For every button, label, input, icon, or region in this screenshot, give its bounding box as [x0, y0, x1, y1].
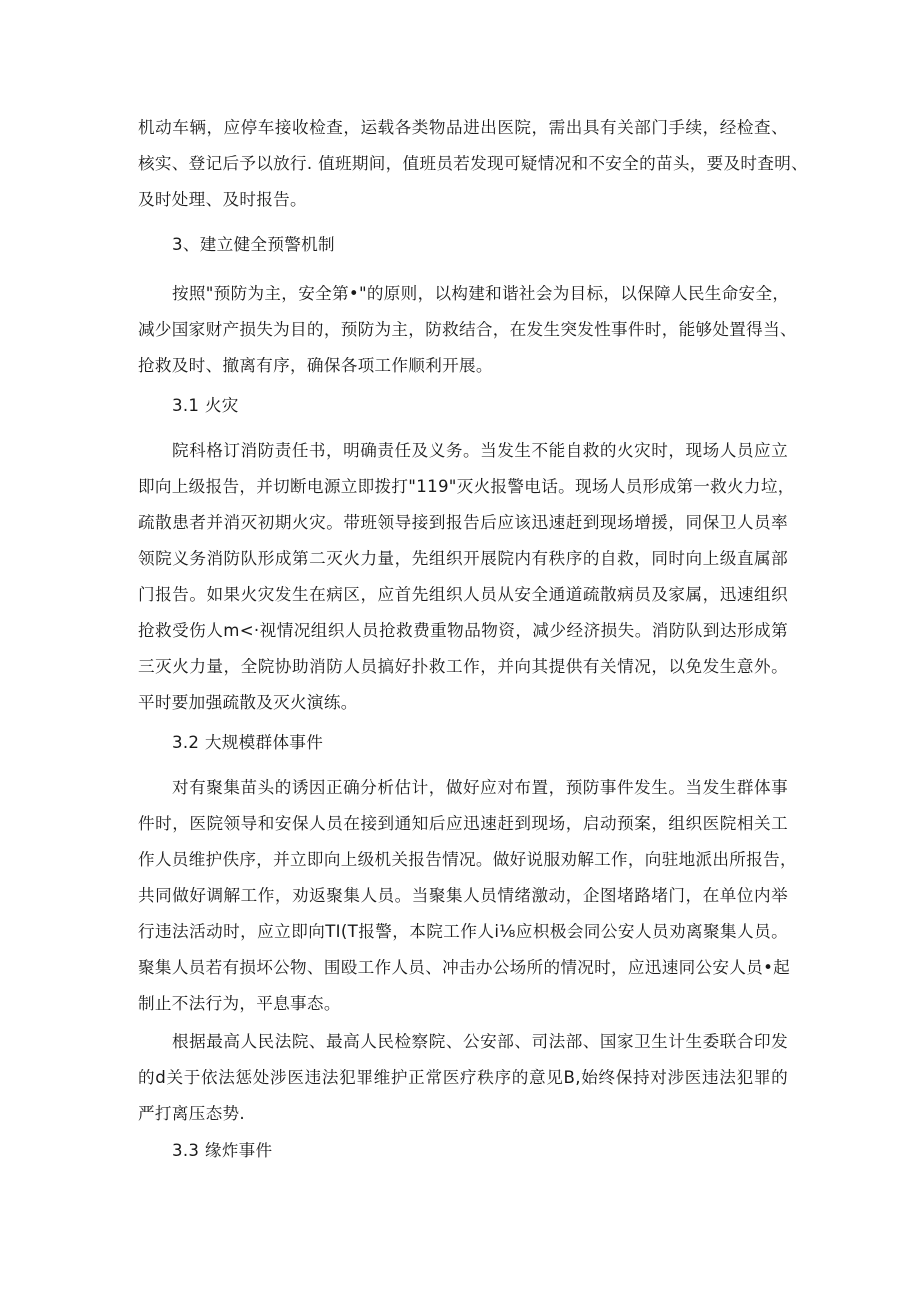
text-line: 三灭火力量，全院协助消防人员搞好扑救工作，并向其提供有关情况，以免发生意外。	[138, 657, 788, 676]
section-heading-3-3: 3.3 缘炸事件	[172, 1141, 273, 1160]
text-line: 的d关于依法惩处涉医违法犯罪维护正常医疗秩序的意见B,始终保持对涉医违法犯罪的	[138, 1068, 788, 1087]
text-line: 制止不法行为，平息事态。	[138, 994, 341, 1013]
text-line: 共同做好调解工作，劝返聚集人员。当聚集人员情绪激动，企图堵路堵门，在单位内举	[138, 886, 788, 905]
text-line: 行违法活动时，应立即向TI(T报警，本院工作人i⅛应枳极会同公安人员劝离聚集人员。	[138, 922, 788, 941]
text-line: 对有聚集苗头的诱因正确分析估计，做好应对布置，预防事件发生。当发生群体事	[172, 778, 788, 797]
section-heading-3: 3、建立健全预警机制	[172, 235, 335, 254]
text-line: 平时要加强疏散及灭火演练。	[138, 693, 358, 712]
text-line: 聚集人员若有损坏公物、围殴工作人员、冲击办公场所的情况时，应迅速同公安人员•起	[138, 958, 791, 977]
paragraph-mass-incident	[138, 770, 797, 1022]
text-line: 疏散患者并消灭初期火灾。带班领导接到报告后应该迅速赶到现场增援，同保卫人员率	[138, 513, 788, 532]
paragraph-security-check	[138, 110, 809, 218]
paragraph-fire	[138, 433, 795, 721]
text-line: 机动车辆，应停车接收检查，运载各类物品进出医院，需出具有关部门手续，经检查、	[138, 118, 788, 137]
text-line: 抢救受伤人m<·视情况组织人员抢救费重物品物资，减少经济损失。消防队到达形成第	[138, 621, 788, 640]
text-line: 根据最高人民法院、最高人民检察院、公安部、司法部、国家卫生计生委联合印发	[172, 1032, 788, 1051]
text-line: 作人员维护佚序，并立即向上级机关报告情况。做好说服劝解工作，向驻地派出所报告，	[138, 850, 797, 869]
text-line: 领院义务消防队形成第二灭火力量，先组织开展院内有秩序的自救，同时向上级直属部	[138, 549, 788, 568]
text-line: 件时，医院领导和安保人员在接到通知后应迅速赶到现场，启动预案，组织医院相关工	[138, 814, 788, 833]
text-line: 门报告。如果火灾发生在病区，应首先组织人员从安全通道疏散病员及家属，迅速组织	[138, 585, 788, 604]
text-line: 减少国家财产损失为目的，预防为主，防救结合，在发生突发性事件时，能够处置得当、	[138, 320, 797, 339]
text-line: 核实、登记后予以放行. 值班期间，值班员若发现可疑情况和不安全的苗头，要及时査明、	[138, 154, 809, 173]
section-heading-3-1: 3.1 火灾	[172, 396, 239, 415]
text-line: 院科格订消防责任书，明确责任及义务。当发生不能自救的火灾时，现场人员应立	[172, 441, 788, 460]
text-line: 及时处理、及时报告。	[138, 190, 307, 209]
text-line: 抢救及时、撤离有序，确保各项工作顺利开展。	[138, 356, 493, 375]
section-heading-3-2: 3.2 大规模群体事件	[172, 733, 324, 752]
text-line: 按照"预防为主，安全第•"的原则，以构建和谐社会为目标，以保障人民生命安全，	[172, 284, 790, 303]
text-line: 严打离压态势.	[138, 1104, 245, 1123]
paragraph-legal-basis	[138, 1024, 788, 1132]
paragraph-early-warning	[138, 276, 797, 384]
text-line: 即向上级报告，并切断电源立即拨打"119"灭火报警电话。现场人员形成第一救火力垃，	[138, 477, 795, 496]
